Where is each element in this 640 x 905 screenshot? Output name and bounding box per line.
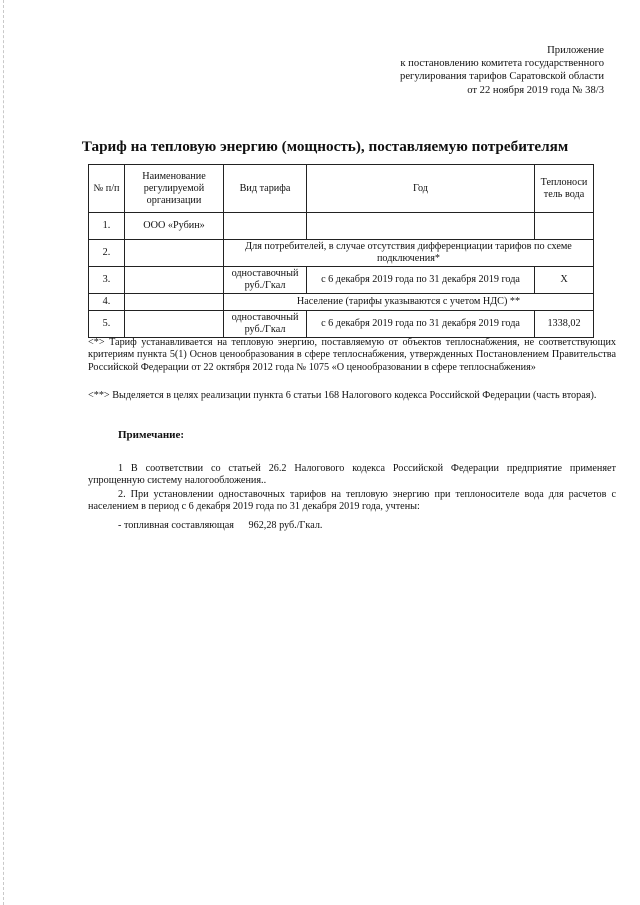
table-row	[89, 294, 594, 311]
remark-paragraph-1: 1 В соответствии со статьей 26.2 Налогового кодекса Российской Федерации предприятие применяет упрощенную систему налогообложения..	[88, 463, 616, 487]
table-row	[89, 311, 594, 338]
footnote-1: <*> Тариф устанавливается на тепловую энергию, поставляемую от объектов теплоснабжения, не соответствующих критериям пункта 5(1) Основ ценообразования в сфере теплоснабжения, утвержденных Постановлением Правительства Российской Федерации от 22 октября 2012 года № 1075 «О ценообразовании в сфере теплоснабжения»	[88, 337, 616, 373]
appendix-line: от 22 ноября 2019 года № 38/3	[467, 84, 604, 96]
tariff-table	[88, 164, 594, 338]
cell-year	[307, 213, 535, 240]
cell-num: 2.	[89, 240, 125, 267]
header-carrier: Теплоноси тель вода	[535, 165, 594, 213]
cell-org	[125, 311, 224, 338]
header-kind: Вид тарифа	[224, 165, 307, 213]
header-num: № п/п	[89, 165, 125, 213]
cell-span-text: Население (тарифы указываются с учетом НДС) **	[224, 294, 594, 311]
cell-org	[125, 294, 224, 311]
fuel-component	[118, 520, 322, 531]
cell-org	[125, 267, 224, 294]
appendix-block	[400, 44, 604, 97]
cell-num: 1.	[89, 213, 125, 240]
table-header-row	[89, 165, 594, 213]
remark-paragraph-2: 2. При установлении одноставочных тарифов на тепловую энергию при теплоносителе вода для расчетов с населением в период с 6 декабря 2019 года по 31 декабря 2019 года, учтены:	[88, 489, 616, 513]
fuel-value: 962,28 руб./Гкал.	[248, 520, 323, 531]
remark-heading: Примечание:	[118, 429, 185, 441]
table-row	[89, 267, 594, 294]
cell-num: 4.	[89, 294, 125, 311]
appendix-line: регулирования тарифов Саратовской области	[400, 71, 604, 83]
cell-kind: одноставочный руб./Гкал	[224, 267, 307, 294]
table-row	[89, 213, 594, 240]
cell-year: с 6 декабря 2019 года по 31 декабря 2019 года	[307, 311, 535, 338]
header-org: Наименование регулируемой организации	[125, 165, 224, 213]
cell-num: 5.	[89, 311, 125, 338]
cell-year: с 6 декабря 2019 года по 31 декабря 2019 года	[307, 267, 535, 294]
cell-value: 1338,02	[535, 311, 594, 338]
document-title: Тариф на тепловую энергию (мощность), поставляемую потребителям	[81, 138, 569, 155]
cell-value	[535, 213, 594, 240]
scan-edge-line	[3, 0, 5, 905]
cell-kind: одноставочный руб./Гкал	[224, 311, 307, 338]
appendix-line: к постановлению комитета государственного	[400, 58, 604, 70]
table-row	[89, 240, 594, 267]
fuel-label: - топливная составляющая	[118, 520, 234, 531]
cell-org	[125, 240, 224, 267]
cell-value: Х	[535, 267, 594, 294]
appendix-line: Приложение	[547, 45, 604, 56]
cell-span-text: Для потребителей, в случае отсутствия дифференциации тарифов по схеме подключения*	[224, 240, 594, 267]
cell-org: ООО «Рубин»	[125, 213, 224, 240]
cell-num: 3.	[89, 267, 125, 294]
footnote-2: <**> Выделяется в целях реализации пункта 6 статьи 168 Налогового кодекса Российской Федерации (часть вторая).	[88, 390, 597, 401]
header-year: Год	[307, 165, 535, 213]
cell-kind	[224, 213, 307, 240]
